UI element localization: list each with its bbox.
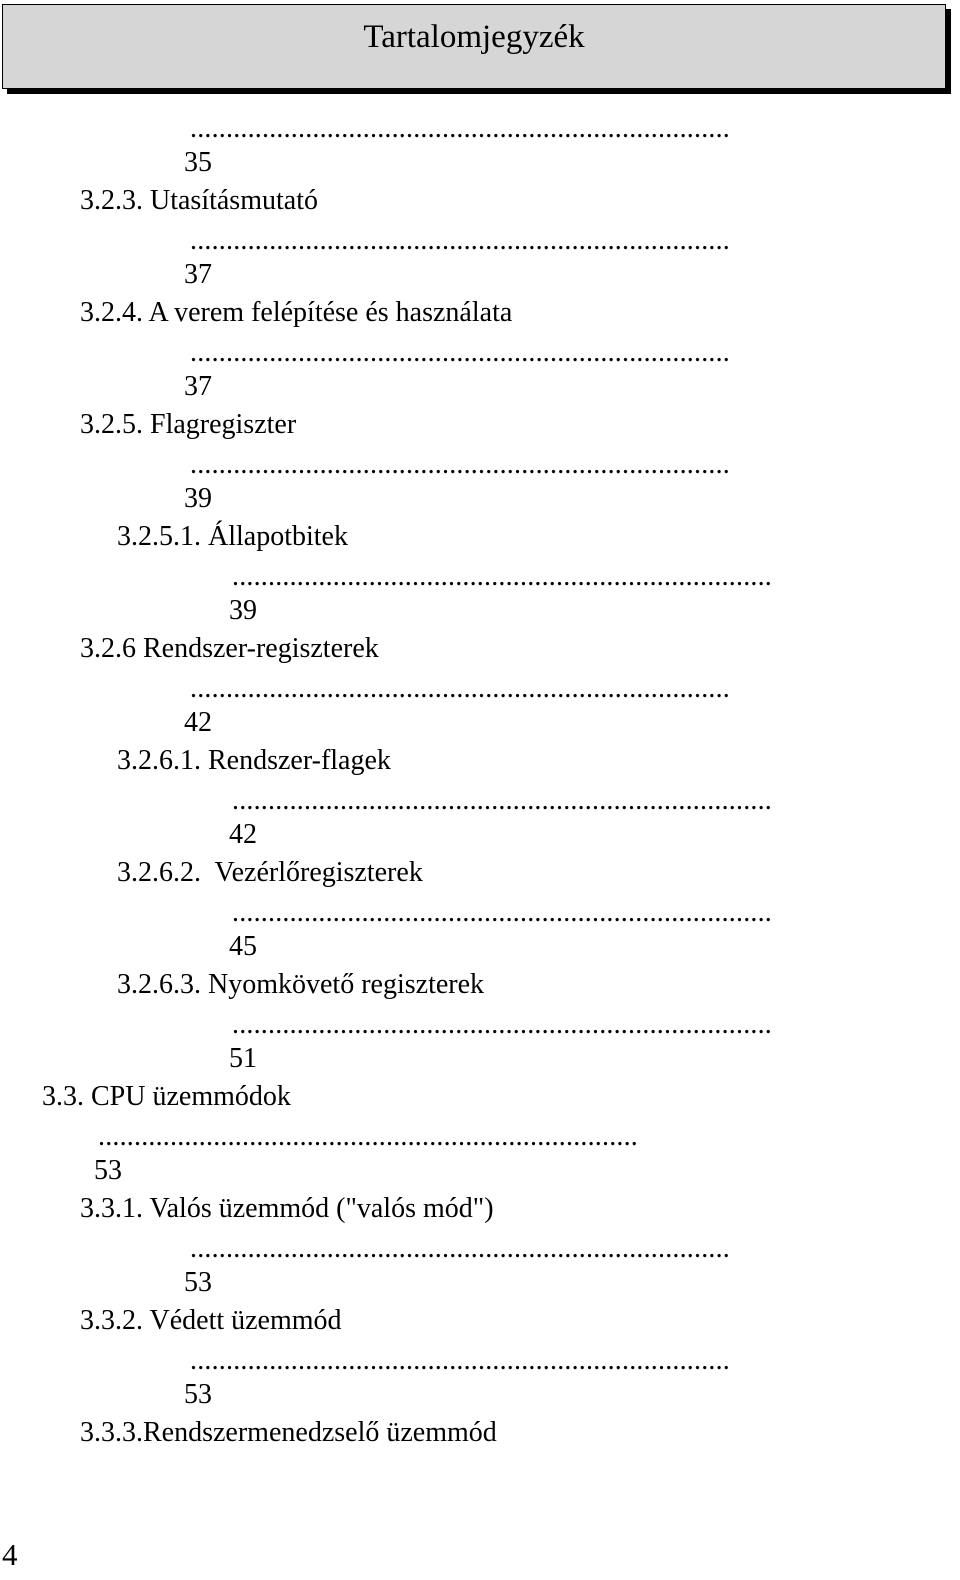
toc-page-number: 53 <box>184 1379 212 1410</box>
toc-leader-dots: ........................................................................... <box>232 1009 772 1040</box>
toc-entry[interactable]: 3.2.4. A verem felépítése és használata <box>80 297 513 328</box>
toc-page-number: 42 <box>184 707 212 738</box>
toc-leader-dots: ........................................................................... <box>190 225 730 256</box>
toc-entry[interactable]: 3.3.3.Rendszermenedzselő üzemmód <box>80 1417 497 1448</box>
page-title: Tartalomjegyzék <box>363 19 585 55</box>
toc-page-number: 53 <box>94 1155 122 1186</box>
toc-page-number: 45 <box>229 931 257 962</box>
toc-leader-dots: ........................................................................... <box>232 897 772 928</box>
toc-entry[interactable]: 3.2.5.1. Állapotbitek <box>117 521 348 552</box>
toc-leader-dots: ........................................................................... <box>232 785 772 816</box>
toc-entry[interactable]: 3.2.5. Flagregiszter <box>80 409 297 440</box>
toc-entry[interactable]: 3.2.3. Utasításmutató <box>80 185 318 216</box>
toc-leader-dots: ........................................................................... <box>190 113 730 144</box>
toc-leader-dots: ........................................................................... <box>232 561 772 592</box>
footer-page-number: 4 <box>2 1537 18 1572</box>
toc-entry[interactable]: 3.2.6.3. Nyomkövető regiszterek <box>117 969 485 1000</box>
toc-entry[interactable]: 3.2.6 Rendszer-regiszterek <box>80 633 379 664</box>
toc-page-number: 42 <box>229 819 257 850</box>
toc-page-number: 51 <box>229 1043 257 1074</box>
toc-entry[interactable]: 3.2.6.1. Rendszer-flagek <box>117 745 391 776</box>
toc-page-number: 39 <box>229 595 257 626</box>
toc-entry[interactable]: 3.3. CPU üzemmódok <box>42 1081 291 1112</box>
toc-leader-dots: ........................................................................... <box>190 337 730 368</box>
toc-entry[interactable]: 3.2.6.2. Vezérlőregiszterek <box>117 857 423 888</box>
toc-leader-dots: ........................................................................... <box>190 1345 730 1376</box>
toc-page-number: 53 <box>184 1267 212 1298</box>
toc-page-number: 37 <box>184 259 212 290</box>
toc-leader-dots: ........................................................................... <box>190 673 730 704</box>
toc-leader-dots: ........................................................................... <box>190 1233 730 1264</box>
page-header-box <box>2 4 946 89</box>
toc-leader-dots: ........................................................................... <box>190 449 730 480</box>
toc-page-number: 37 <box>184 371 212 402</box>
toc-leader-dots: ........................................................................... <box>98 1121 638 1152</box>
toc-page-number: 35 <box>184 147 212 178</box>
toc-page-number: 39 <box>184 483 212 514</box>
toc-entry[interactable]: 3.3.1. Valós üzemmód ("valós mód") <box>80 1193 494 1224</box>
toc-entry[interactable]: 3.3.2. Védett üzemmód <box>80 1305 342 1336</box>
